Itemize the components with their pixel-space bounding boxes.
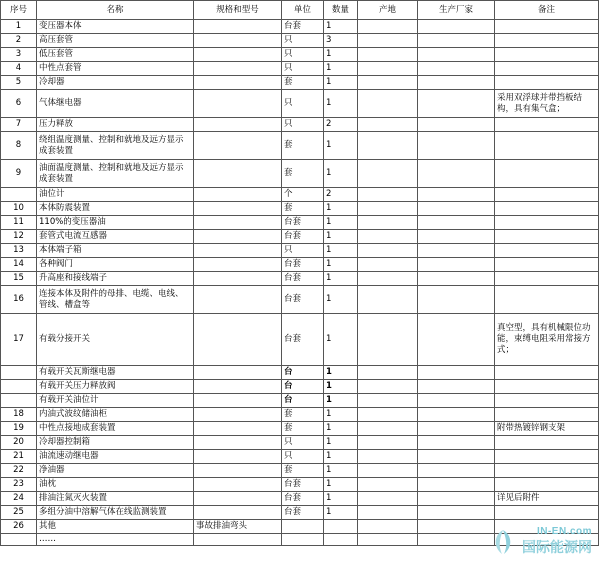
item-name-cell: 气体继电器 — [37, 90, 194, 118]
spec-cell — [194, 366, 282, 380]
table-row — [1, 118, 599, 132]
table-row — [1, 202, 599, 216]
row-number-cell — [1, 534, 37, 546]
quantity-cell: 1 — [324, 230, 358, 244]
quantity-cell: 1 — [324, 436, 358, 450]
origin-cell — [358, 478, 418, 492]
spec-cell — [194, 230, 282, 244]
unit-cell: 台套 — [282, 314, 324, 366]
note-cell — [495, 436, 599, 450]
table-row — [1, 366, 599, 380]
unit-cell: 台套 — [282, 272, 324, 286]
watermark-name: 国际能源网 — [522, 540, 592, 556]
origin-cell — [358, 506, 418, 520]
table-row — [1, 258, 599, 272]
unit-cell: 只 — [282, 244, 324, 258]
unit-cell — [282, 520, 324, 534]
note-cell — [495, 244, 599, 258]
row-number-cell: 1 — [1, 20, 37, 34]
spec-cell — [194, 394, 282, 408]
unit-cell: 只 — [282, 450, 324, 464]
table-row — [1, 62, 599, 76]
origin-cell — [358, 272, 418, 286]
item-name-cell: 有载开关瓦斯继电器 — [37, 366, 194, 380]
table-row — [1, 188, 599, 202]
maker-cell — [418, 90, 495, 118]
spec-cell — [194, 76, 282, 90]
unit-cell: 套 — [282, 422, 324, 436]
unit-cell: 套 — [282, 132, 324, 160]
item-name-cell: 套管式电流互感器 — [37, 230, 194, 244]
unit-cell: 台套 — [282, 216, 324, 230]
note-cell — [495, 380, 599, 394]
quantity-cell — [324, 520, 358, 534]
row-number-cell: 7 — [1, 118, 37, 132]
note-cell: 详见后附件 — [495, 492, 599, 506]
item-name-cell: 油位计 — [37, 188, 194, 202]
unit-cell: 台套 — [282, 230, 324, 244]
quantity-cell: 1 — [324, 244, 358, 258]
item-name-cell: 油面温度测量、控制和就地及远方显示成套装置 — [37, 160, 194, 188]
quantity-cell: 1 — [324, 314, 358, 366]
note-cell — [495, 408, 599, 422]
maker-cell — [418, 506, 495, 520]
maker-cell — [418, 258, 495, 272]
item-name-cell: 连接本体及附件的母排、电缆、电线、管线、槽盒等 — [37, 286, 194, 314]
quantity-cell — [324, 534, 358, 546]
item-name-cell: 中性点接地成套装置 — [37, 422, 194, 436]
unit-cell: 台套 — [282, 286, 324, 314]
table-row — [1, 34, 599, 48]
item-name-cell: 本体端子箱 — [37, 244, 194, 258]
note-cell — [495, 202, 599, 216]
row-number-cell: 20 — [1, 436, 37, 450]
maker-cell — [418, 20, 495, 34]
note-cell — [495, 464, 599, 478]
item-name-cell: 本体防震装置 — [37, 202, 194, 216]
row-number-cell: 4 — [1, 62, 37, 76]
spec-cell — [194, 132, 282, 160]
spec-cell — [194, 272, 282, 286]
row-number-cell: 23 — [1, 478, 37, 492]
spec-cell — [194, 244, 282, 258]
origin-cell — [358, 188, 418, 202]
row-number-cell: 22 — [1, 464, 37, 478]
header-cell: 生产厂家 — [418, 1, 495, 20]
row-number-cell: 26 — [1, 520, 37, 534]
item-name-cell: 冷却器控制箱 — [37, 436, 194, 450]
maker-cell — [418, 132, 495, 160]
maker-cell — [418, 216, 495, 230]
table-row — [1, 160, 599, 188]
item-name-cell: 多组分油中溶解气体在线监测装置 — [37, 506, 194, 520]
item-name-cell: 其他 — [37, 520, 194, 534]
note-cell: 采用双浮球并带挡板结构，具有集气盒； — [495, 90, 599, 118]
row-number-cell: 15 — [1, 272, 37, 286]
note-cell — [495, 272, 599, 286]
maker-cell — [418, 422, 495, 436]
quantity-cell: 1 — [324, 160, 358, 188]
quantity-cell: 1 — [324, 394, 358, 408]
maker-cell — [418, 408, 495, 422]
maker-cell — [418, 76, 495, 90]
row-number-cell: 3 — [1, 48, 37, 62]
maker-cell — [418, 202, 495, 216]
note-cell — [495, 34, 599, 48]
table-row — [1, 286, 599, 314]
quantity-cell: 1 — [324, 286, 358, 314]
row-number-cell: 6 — [1, 90, 37, 118]
unit-cell: 套 — [282, 408, 324, 422]
spec-cell — [194, 160, 282, 188]
origin-cell — [358, 216, 418, 230]
header-cell: 数量 — [324, 1, 358, 20]
unit-cell: 台 — [282, 380, 324, 394]
unit-cell: 台套 — [282, 492, 324, 506]
spec-cell — [194, 62, 282, 76]
quantity-cell: 1 — [324, 380, 358, 394]
quantity-cell: 1 — [324, 408, 358, 422]
origin-cell — [358, 464, 418, 478]
unit-cell: 只 — [282, 34, 324, 48]
spec-cell — [194, 464, 282, 478]
unit-cell: 台 — [282, 366, 324, 380]
header-cell: 产地 — [358, 1, 418, 20]
quantity-cell: 1 — [324, 506, 358, 520]
note-cell — [495, 48, 599, 62]
maker-cell — [418, 48, 495, 62]
note-cell — [495, 394, 599, 408]
table-row — [1, 394, 599, 408]
row-number-cell: 11 — [1, 216, 37, 230]
origin-cell — [358, 202, 418, 216]
unit-cell: 套 — [282, 202, 324, 216]
table-row — [1, 436, 599, 450]
quantity-cell: 1 — [324, 464, 358, 478]
spec-cell — [194, 20, 282, 34]
unit-cell — [282, 534, 324, 546]
quantity-cell: 1 — [324, 20, 358, 34]
row-number-cell: 17 — [1, 314, 37, 366]
note-cell — [495, 450, 599, 464]
table-row — [1, 90, 599, 118]
item-name-cell: 有载分接开关 — [37, 314, 194, 366]
quantity-cell: 1 — [324, 492, 358, 506]
leaf-logo-icon — [488, 527, 518, 557]
header-cell: 规格和型号 — [194, 1, 282, 20]
unit-cell: 只 — [282, 62, 324, 76]
item-name-cell: 油枕 — [37, 478, 194, 492]
maker-cell — [418, 394, 495, 408]
spec-cell — [194, 48, 282, 62]
origin-cell — [358, 76, 418, 90]
table-row — [1, 478, 599, 492]
quantity-cell: 1 — [324, 216, 358, 230]
note-cell: 真空型，具有机械限位功能，束缚电阻采用常接方式； — [495, 314, 599, 366]
item-name-cell: 110%的变压器油 — [37, 216, 194, 230]
maker-cell — [418, 244, 495, 258]
table-row — [1, 506, 599, 520]
spec-cell — [194, 492, 282, 506]
row-number-cell: 12 — [1, 230, 37, 244]
unit-cell: 只 — [282, 118, 324, 132]
maker-cell — [418, 272, 495, 286]
unit-cell: 只 — [282, 436, 324, 450]
quantity-cell: 1 — [324, 272, 358, 286]
note-cell — [495, 258, 599, 272]
spec-cell — [194, 534, 282, 546]
item-name-cell: 各种阀门 — [37, 258, 194, 272]
table-row — [1, 422, 599, 436]
table-row — [1, 48, 599, 62]
row-number-cell: 5 — [1, 76, 37, 90]
origin-cell — [358, 380, 418, 394]
origin-cell — [358, 520, 418, 534]
table-row — [1, 408, 599, 422]
item-name-cell: 低压套管 — [37, 48, 194, 62]
note-cell — [495, 132, 599, 160]
note-cell — [495, 216, 599, 230]
table-body — [1, 20, 599, 546]
row-number-cell — [1, 394, 37, 408]
quantity-cell: 1 — [324, 62, 358, 76]
spec-cell — [194, 286, 282, 314]
table-row — [1, 272, 599, 286]
unit-cell: 台套 — [282, 258, 324, 272]
quantity-cell: 2 — [324, 118, 358, 132]
row-number-cell — [1, 366, 37, 380]
row-number-cell: 19 — [1, 422, 37, 436]
table-row — [1, 314, 599, 366]
spec-cell — [194, 478, 282, 492]
origin-cell — [358, 408, 418, 422]
spec-cell — [194, 188, 282, 202]
origin-cell — [358, 48, 418, 62]
item-name-cell: 高压套管 — [37, 34, 194, 48]
note-cell — [495, 366, 599, 380]
spec-cell — [194, 258, 282, 272]
row-number-cell — [1, 188, 37, 202]
row-number-cell: 2 — [1, 34, 37, 48]
note-cell — [495, 506, 599, 520]
note-cell — [495, 188, 599, 202]
row-number-cell: 10 — [1, 202, 37, 216]
watermark-url: IN-EN.com — [536, 526, 592, 537]
spec-cell — [194, 314, 282, 366]
origin-cell — [358, 62, 418, 76]
row-number-cell: 13 — [1, 244, 37, 258]
unit-cell: 只 — [282, 90, 324, 118]
maker-cell — [418, 118, 495, 132]
maker-cell — [418, 478, 495, 492]
row-number-cell: 24 — [1, 492, 37, 506]
header-cell: 序号 — [1, 1, 37, 20]
table-row — [1, 492, 599, 506]
item-name-cell: 油流速动继电器 — [37, 450, 194, 464]
maker-cell — [418, 520, 495, 534]
note-cell: 附带热镀锌钢支架 — [495, 422, 599, 436]
maker-cell — [418, 366, 495, 380]
note-cell — [495, 478, 599, 492]
table-row — [1, 244, 599, 258]
note-cell — [495, 62, 599, 76]
origin-cell — [358, 118, 418, 132]
quantity-cell: 1 — [324, 202, 358, 216]
quantity-cell: 1 — [324, 132, 358, 160]
item-name-cell: 压力释放 — [37, 118, 194, 132]
origin-cell — [358, 132, 418, 160]
note-cell — [495, 286, 599, 314]
header-cell: 单位 — [282, 1, 324, 20]
origin-cell — [358, 20, 418, 34]
header-cell: 备注 — [495, 1, 599, 20]
origin-cell — [358, 492, 418, 506]
item-name-cell: 变压器本体 — [37, 20, 194, 34]
maker-cell — [418, 450, 495, 464]
unit-cell: 套 — [282, 464, 324, 478]
unit-cell: 个 — [282, 188, 324, 202]
table-row — [1, 230, 599, 244]
unit-cell: 只 — [282, 48, 324, 62]
note-cell — [495, 20, 599, 34]
origin-cell — [358, 90, 418, 118]
item-name-cell: 净油器 — [37, 464, 194, 478]
unit-cell: 台套 — [282, 506, 324, 520]
note-cell — [495, 160, 599, 188]
table-header-row — [1, 1, 599, 20]
table-row — [1, 380, 599, 394]
quantity-cell: 1 — [324, 258, 358, 272]
row-number-cell — [1, 380, 37, 394]
header-cell: 名称 — [37, 1, 194, 20]
unit-cell: 台 — [282, 394, 324, 408]
table-row — [1, 464, 599, 478]
item-name-cell: 中性点套管 — [37, 62, 194, 76]
item-name-cell: …… — [37, 534, 194, 546]
origin-cell — [358, 366, 418, 380]
maker-cell — [418, 492, 495, 506]
unit-cell: 台套 — [282, 20, 324, 34]
maker-cell — [418, 160, 495, 188]
spec-cell — [194, 118, 282, 132]
quantity-cell: 1 — [324, 76, 358, 90]
item-name-cell: 升高座和接线端子 — [37, 272, 194, 286]
row-number-cell: 18 — [1, 408, 37, 422]
maker-cell — [418, 436, 495, 450]
origin-cell — [358, 230, 418, 244]
quantity-cell: 3 — [324, 34, 358, 48]
origin-cell — [358, 436, 418, 450]
item-name-cell: 有载开关油位计 — [37, 394, 194, 408]
origin-cell — [358, 422, 418, 436]
spec-cell — [194, 422, 282, 436]
row-number-cell: 21 — [1, 450, 37, 464]
item-name-cell: 绕组温度测量、控制和就地及远方显示成套装置 — [37, 132, 194, 160]
spec-cell — [194, 506, 282, 520]
origin-cell — [358, 314, 418, 366]
spec-cell — [194, 202, 282, 216]
row-number-cell: 8 — [1, 132, 37, 160]
quantity-cell: 1 — [324, 422, 358, 436]
table-row — [1, 20, 599, 34]
item-name-cell: 有载开关压力释放阀 — [37, 380, 194, 394]
unit-cell: 套 — [282, 160, 324, 188]
row-number-cell: 9 — [1, 160, 37, 188]
maker-cell — [418, 380, 495, 394]
table-row — [1, 216, 599, 230]
row-number-cell: 14 — [1, 258, 37, 272]
origin-cell — [358, 160, 418, 188]
quantity-cell: 1 — [324, 478, 358, 492]
table-row — [1, 450, 599, 464]
origin-cell — [358, 34, 418, 48]
maker-cell — [418, 314, 495, 366]
unit-cell: 套 — [282, 76, 324, 90]
origin-cell — [358, 286, 418, 314]
spec-cell — [194, 34, 282, 48]
quantity-cell: 2 — [324, 188, 358, 202]
quantity-cell: 1 — [324, 48, 358, 62]
watermark — [488, 526, 592, 557]
row-number-cell: 25 — [1, 506, 37, 520]
note-cell — [495, 76, 599, 90]
row-number-cell: 16 — [1, 286, 37, 314]
spec-cell — [194, 450, 282, 464]
maker-cell — [418, 62, 495, 76]
origin-cell — [358, 258, 418, 272]
spec-cell — [194, 380, 282, 394]
item-name-cell: 内油式波纹储油柜 — [37, 408, 194, 422]
item-name-cell: 冷却器 — [37, 76, 194, 90]
quantity-cell: 1 — [324, 90, 358, 118]
note-cell — [495, 118, 599, 132]
item-name-cell: 排油注氮灭火装置 — [37, 492, 194, 506]
table-row — [1, 76, 599, 90]
maker-cell — [418, 286, 495, 314]
spec-cell — [194, 436, 282, 450]
maker-cell — [418, 464, 495, 478]
maker-cell — [418, 188, 495, 202]
spec-cell: 事故排油弯头 — [194, 520, 282, 534]
spec-cell — [194, 216, 282, 230]
spec-cell — [194, 408, 282, 422]
maker-cell — [418, 34, 495, 48]
note-cell — [495, 230, 599, 244]
origin-cell — [358, 534, 418, 546]
table-row — [1, 132, 599, 160]
maker-cell — [418, 230, 495, 244]
spec-cell — [194, 90, 282, 118]
unit-cell: 台套 — [282, 478, 324, 492]
origin-cell — [358, 450, 418, 464]
origin-cell — [358, 244, 418, 258]
maker-cell — [418, 534, 495, 546]
origin-cell — [358, 394, 418, 408]
quantity-cell: 1 — [324, 450, 358, 464]
quantity-cell: 1 — [324, 366, 358, 380]
